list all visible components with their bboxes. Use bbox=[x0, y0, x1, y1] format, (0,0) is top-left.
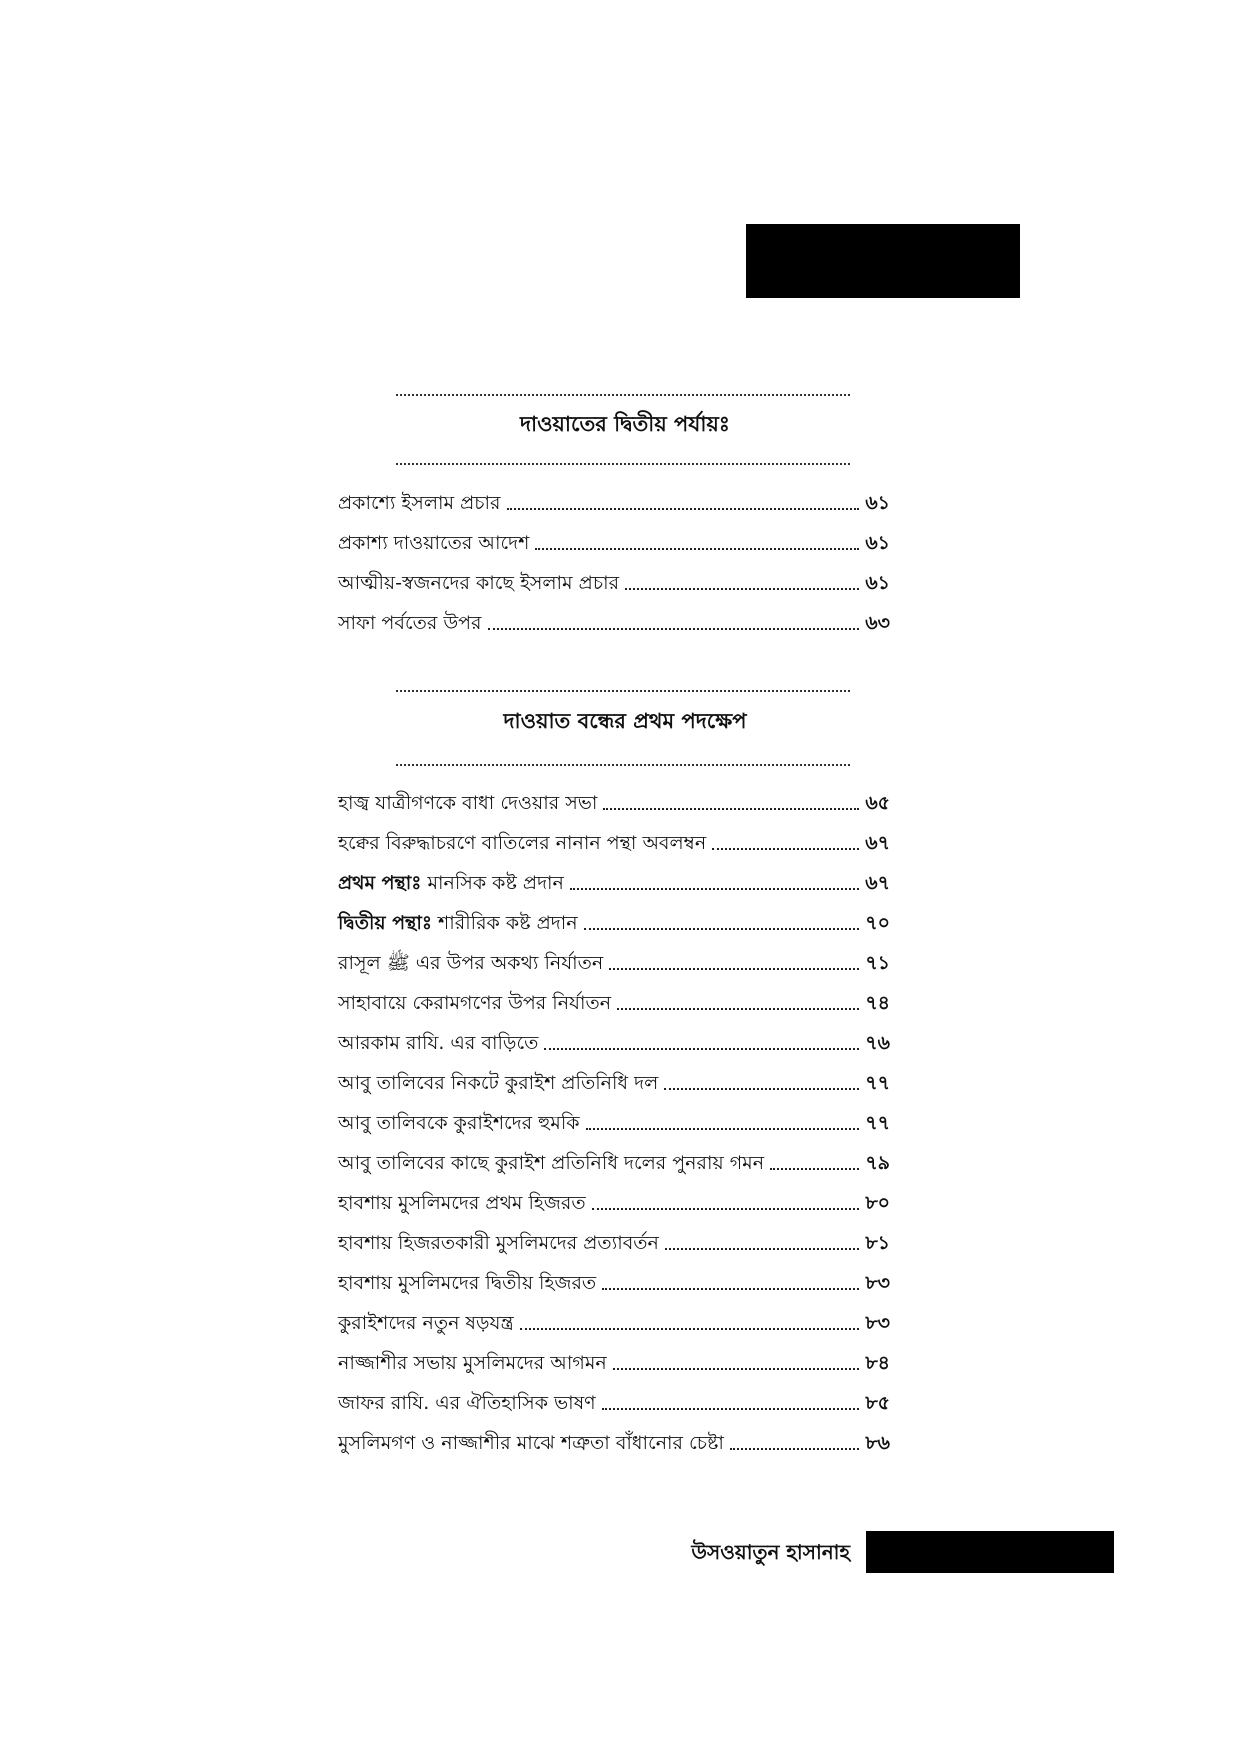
toc-entry-page: ৬১ bbox=[865, 532, 890, 554]
toc-entry-page: ৭৭ bbox=[865, 1072, 890, 1094]
toc-entry-page: ৮০ bbox=[865, 1192, 890, 1214]
dot-leader bbox=[592, 1208, 860, 1210]
dot-leader bbox=[584, 928, 860, 930]
dot-leader bbox=[712, 848, 859, 850]
toc-entry-page: ৭৭ bbox=[865, 1112, 890, 1134]
toc-entry-page: ৬৭ bbox=[865, 872, 890, 894]
toc-entry-title bbox=[338, 870, 570, 896]
toc-entry-title: হাবশায় হিজরতকারী মুসলিমদের প্রত্যাবর্তন bbox=[338, 1232, 659, 1254]
dot-leader bbox=[609, 968, 859, 970]
dot-leader bbox=[488, 628, 860, 630]
toc-entry-title: প্রকাশ্যে ইসলাম প্রচার bbox=[338, 492, 501, 514]
toc-entry-title: আত্মীয়-স্বজনদের কাছে ইসলাম প্রচার bbox=[338, 572, 620, 594]
toc-entry-title: রাসূল ﷺ এর উপর অকথ্য নির্যাতন bbox=[338, 952, 604, 974]
toc-entry-label-bold: দ্বিতীয় পন্থাঃ bbox=[338, 912, 432, 934]
toc-entry-page: ৮৬ bbox=[865, 1432, 890, 1454]
dot-leader bbox=[603, 808, 859, 810]
toc-entry[interactable] bbox=[338, 1062, 890, 1096]
toc-entry-page: ৭৯ bbox=[865, 1152, 890, 1174]
toc-entry-title: হাবশায় মুসলিমদের প্রথম হিজরত bbox=[338, 1192, 586, 1214]
toc-entry[interactable] bbox=[338, 1422, 890, 1456]
toc-entry-page: ৮১ bbox=[865, 1232, 890, 1254]
running-footer-title: উসওয়াতুন হাসানাহ bbox=[691, 1540, 850, 1564]
toc-entry[interactable] bbox=[338, 942, 890, 976]
toc-entry[interactable] bbox=[338, 1182, 890, 1216]
toc-entry[interactable] bbox=[338, 1022, 890, 1056]
toc-entry-title: আবু তালিবের নিকটে কুরাইশ প্রতিনিধি দল bbox=[338, 1072, 659, 1094]
dot-leader bbox=[570, 888, 859, 890]
section-heading: দাওয়াতের দ্বিতীয় পর্যায়ঃ bbox=[519, 412, 731, 436]
dot-leader bbox=[535, 548, 859, 550]
toc-entry[interactable] bbox=[338, 482, 890, 516]
section-divider-bottom bbox=[396, 764, 850, 766]
dot-leader bbox=[664, 1088, 859, 1090]
toc-entry[interactable] bbox=[338, 782, 890, 816]
toc-entry[interactable] bbox=[338, 902, 890, 936]
toc-entry-page: ৭০ bbox=[865, 912, 890, 934]
dot-leader bbox=[586, 1128, 860, 1130]
toc-entry[interactable] bbox=[338, 982, 890, 1016]
section-divider-top bbox=[396, 394, 850, 396]
toc-entry-title: প্রকাশ্য দাওয়াতের আদেশ bbox=[338, 532, 530, 554]
dot-leader bbox=[613, 1368, 860, 1370]
toc-entry-title: আবু তালিবকে কুরাইশদের হুমকি bbox=[338, 1112, 580, 1134]
toc-entry-page: ৮৪ bbox=[865, 1352, 890, 1374]
toc-entry[interactable] bbox=[338, 1382, 890, 1416]
toc-entry-label-bold: প্রথম পন্থাঃ bbox=[338, 872, 422, 894]
toc-entry-title: হাবশায় মুসলিমদের দ্বিতীয় হিজরত bbox=[338, 1272, 597, 1294]
toc-entry-page: ৬৭ bbox=[865, 832, 890, 854]
toc-entry-page: ৬৩ bbox=[865, 612, 890, 634]
toc-entry-page: ৭৪ bbox=[865, 992, 890, 1014]
dot-leader bbox=[602, 1288, 859, 1290]
dot-leader bbox=[617, 1008, 859, 1010]
toc-entry[interactable] bbox=[338, 1222, 890, 1256]
toc-entry-title: নাজ্জাশীর সভায় মুসলিমদের আগমন bbox=[338, 1352, 607, 1374]
toc-entry-page: ৭৬ bbox=[865, 1032, 890, 1054]
toc-entry[interactable] bbox=[338, 1302, 890, 1336]
toc-entry-label-rest: মানসিক কষ্ট প্রদান bbox=[421, 872, 564, 894]
toc-entry-page: ৮৩ bbox=[865, 1312, 890, 1334]
toc-entry[interactable] bbox=[338, 1262, 890, 1296]
toc-entry-title: জাফর রাযি. এর ঐতিহাসিক ভাষণ bbox=[338, 1392, 596, 1414]
toc-entry[interactable] bbox=[338, 1142, 890, 1176]
toc-entry-page: ৭১ bbox=[865, 952, 890, 974]
toc-entry-title: আবু তালিবের কাছে কুরাইশ প্রতিনিধি দলের পুনরায় গমন bbox=[338, 1152, 765, 1174]
dot-leader bbox=[625, 588, 859, 590]
toc-entry-title: আরকাম রাযি. এর বাড়িতে bbox=[338, 1032, 539, 1054]
toc-entry[interactable] bbox=[338, 562, 890, 596]
toc-entry[interactable] bbox=[338, 522, 890, 556]
dot-leader bbox=[507, 508, 860, 510]
dot-leader bbox=[520, 1328, 860, 1330]
toc-entry-title: মুসলিমগণ ও নাজ্জাশীর মাঝে শত্রুতা বাঁধানোর চেষ্টা bbox=[338, 1432, 724, 1454]
toc-entry-label-rest: শারীরিক কষ্ট প্রদান bbox=[431, 912, 578, 934]
toc-entry-page: ৬১ bbox=[865, 492, 890, 514]
toc-entry[interactable] bbox=[338, 822, 890, 856]
toc-entry-title: হক্বের বিরুদ্ধাচরণে বাতিলের নানান পন্থা অবলম্বন bbox=[338, 832, 707, 854]
toc-entry[interactable] bbox=[338, 1342, 890, 1376]
toc-entry-title: কুরাইশদের নতুন ষড়যন্ত্র bbox=[338, 1312, 514, 1334]
toc-entry-title: সাহাবায়ে কেরামগণের উপর নির্যাতন bbox=[338, 992, 612, 1014]
dot-leader bbox=[665, 1248, 859, 1250]
toc-entry-page: ৬৫ bbox=[865, 792, 890, 814]
section-heading: দাওয়াত বন্ধের প্রথম পদক্ষেপ bbox=[503, 709, 747, 733]
toc-entry-page: ৬১ bbox=[865, 572, 890, 594]
section-divider-top bbox=[396, 690, 850, 692]
redacted-page-number-block bbox=[866, 1531, 1114, 1573]
toc-entry-page: ৮৫ bbox=[865, 1392, 890, 1414]
section-divider-bottom bbox=[396, 463, 850, 465]
dot-leader bbox=[730, 1448, 859, 1450]
dot-leader bbox=[602, 1408, 860, 1410]
toc-entry[interactable] bbox=[338, 862, 890, 896]
redacted-header-block bbox=[746, 224, 1020, 298]
dot-leader bbox=[770, 1168, 859, 1170]
toc-entry[interactable] bbox=[338, 1102, 890, 1136]
toc-entry-title: সাফা পর্বতের উপর bbox=[338, 612, 482, 634]
toc-entry[interactable] bbox=[338, 602, 890, 636]
toc-entry-title bbox=[338, 910, 584, 936]
toc-entry-title: হাজ্ব যাত্রীগণকে বাধা দেওয়ার সভা bbox=[338, 792, 598, 814]
dot-leader bbox=[544, 1048, 859, 1050]
toc-entry-page: ৮৩ bbox=[865, 1272, 890, 1294]
